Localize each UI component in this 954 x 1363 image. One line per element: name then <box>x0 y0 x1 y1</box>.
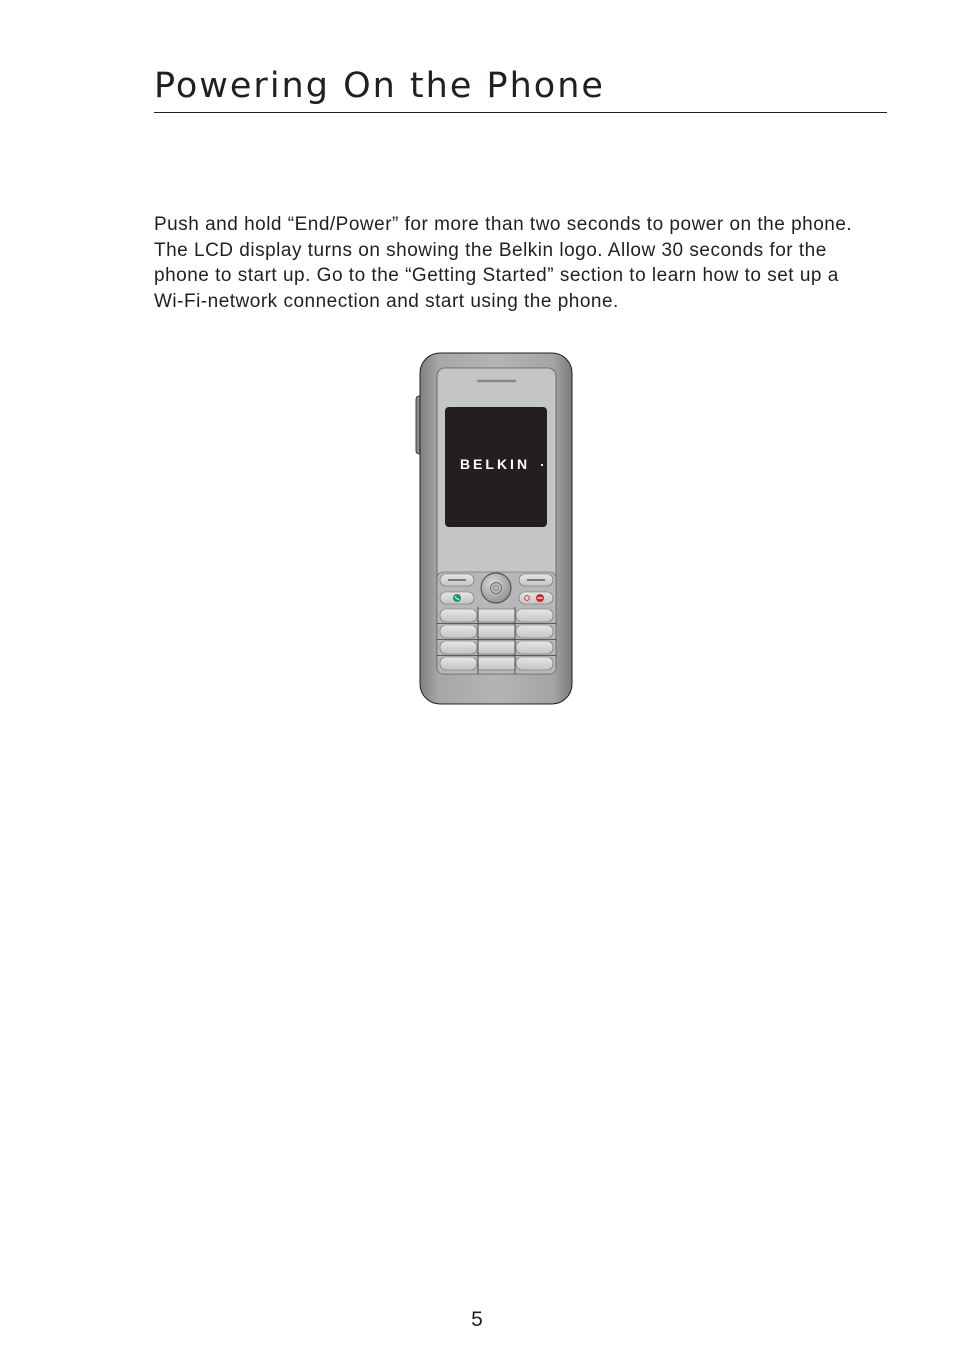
instruction-paragraph: Push and hold “End/Power” for more than two seconds to power on the phone. The LCD display turns on showing the Belkin logo. Allow 30 seconds for the phone to start up. Go to the “Getting Started” section to learn how to set up a Wi-Fi-network connection and start using the phone. <box>154 214 853 312</box>
phone-handset-icon <box>414 352 576 706</box>
page-title: Powering On the Phone <box>154 66 605 106</box>
page-number: 5 <box>471 1308 483 1331</box>
belkin-logo: BELKIN <box>459 456 531 472</box>
call-icon <box>453 594 461 602</box>
title-rule <box>154 112 887 113</box>
